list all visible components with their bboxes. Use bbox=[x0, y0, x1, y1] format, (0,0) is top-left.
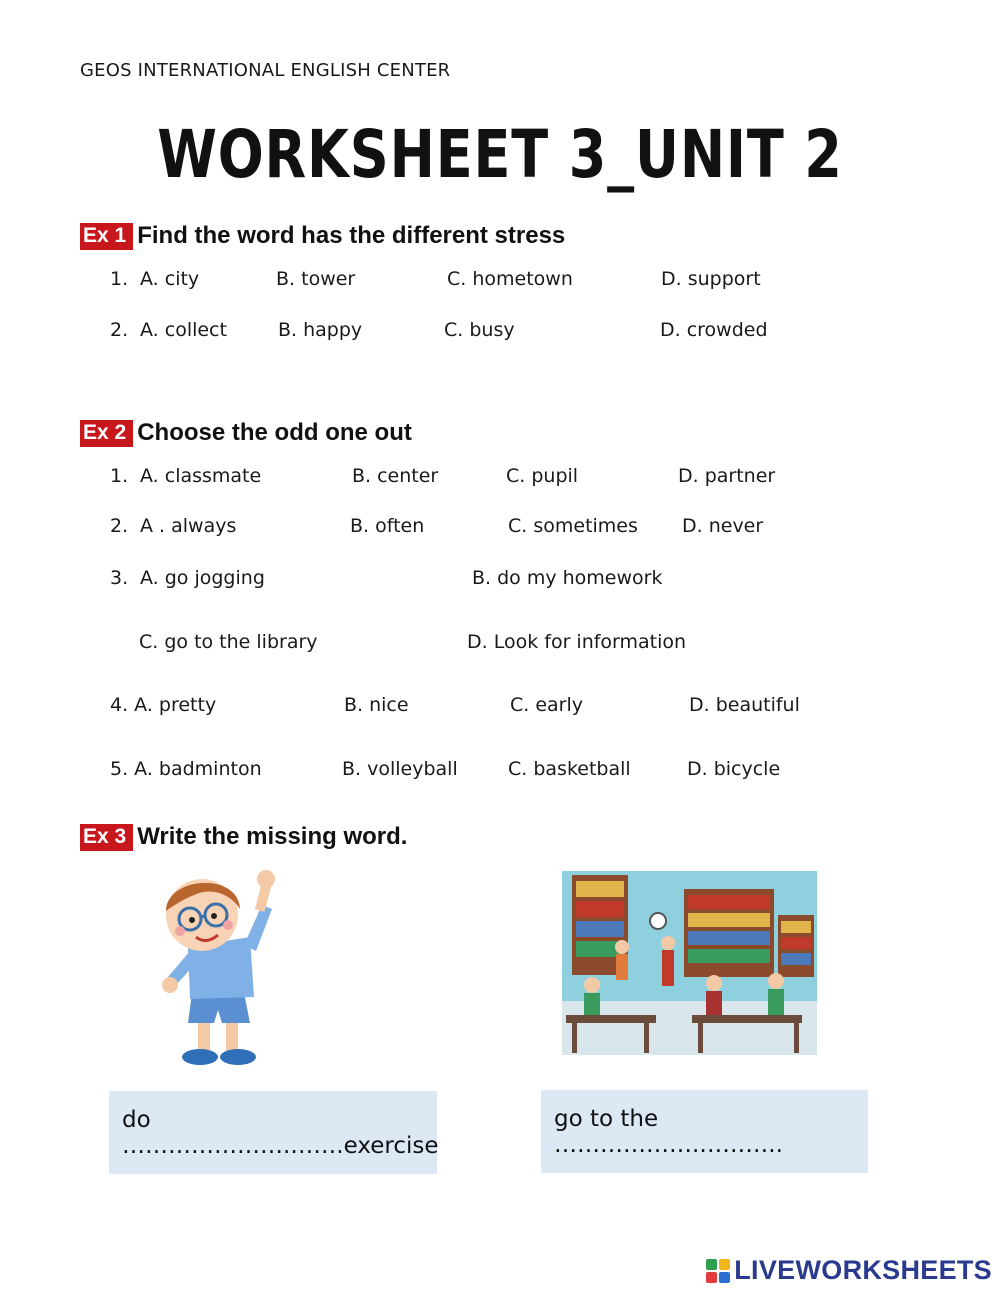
ex2-q3-option-d: D. Look for information bbox=[467, 631, 687, 653]
liveworksheets-text: LIVEWORKSHEETS bbox=[734, 1255, 992, 1285]
ex1-q1-number: 1. bbox=[110, 268, 129, 290]
answer-box-1[interactable] bbox=[109, 1091, 437, 1174]
ex2-q5-option-d: D. bicycle bbox=[687, 758, 781, 780]
liveworksheets-logo-icon bbox=[706, 1259, 730, 1283]
ex2-q1-option-a: A. classmate bbox=[140, 465, 262, 487]
ex2-q5-option-b: B. volleyball bbox=[342, 758, 458, 780]
ex1-q2-option-b: B. happy bbox=[278, 319, 363, 341]
ex2-q2-option-c: C. sometimes bbox=[508, 515, 638, 537]
ex2-heading bbox=[80, 419, 412, 447]
ex2-q2-option-b: B. often bbox=[350, 515, 425, 537]
ex1-q2-option-c: C. busy bbox=[444, 319, 515, 341]
ex1-q1-option-a: A. city bbox=[140, 268, 200, 290]
answer-box-2-text: go to the ……………….……….. bbox=[554, 1105, 783, 1158]
ex2-q1-option-c: C. pupil bbox=[506, 465, 579, 487]
ex2-q1-option-d: D. partner bbox=[678, 465, 776, 487]
ex3-tag: Ex 3 bbox=[80, 824, 133, 851]
ex1-q1-option-c: C. hometown bbox=[447, 268, 573, 290]
ex1-instruction: Find the word has the different stress bbox=[137, 222, 566, 249]
page-title: WORKSHEET 3_UNIT 2 bbox=[157, 116, 843, 193]
ex2-q3-option-b: B. do my homework bbox=[472, 567, 663, 589]
liveworksheets-watermark bbox=[706, 1255, 992, 1286]
ex3-instruction: Write the missing word. bbox=[137, 823, 408, 850]
ex2-q5-option-c: C. basketball bbox=[508, 758, 631, 780]
ex2-q2-option-a: A . always bbox=[140, 515, 237, 537]
ex2-q3-option-c: C. go to the library bbox=[139, 631, 318, 653]
ex2-q1-number: 1. bbox=[110, 465, 129, 487]
ex2-q4-option-a: 4. A. pretty bbox=[110, 694, 217, 716]
ex2-q3-number: 3. bbox=[110, 567, 129, 589]
ex2-q4-option-c: C. early bbox=[510, 694, 584, 716]
boy-exercising-image bbox=[140, 865, 290, 1070]
ex1-q2-option-a: A. collect bbox=[140, 319, 227, 341]
ex1-q2-option-d: D. crowded bbox=[660, 319, 768, 341]
ex1-q1-option-d: D. support bbox=[661, 268, 761, 290]
ex2-instruction: Choose the odd one out bbox=[137, 419, 412, 446]
ex2-q4-option-b: B. nice bbox=[344, 694, 409, 716]
ex2-q5-option-a: 5. A. badminton bbox=[110, 758, 262, 780]
ex3-heading bbox=[80, 823, 407, 851]
ex1-tag: Ex 1 bbox=[80, 223, 133, 250]
ex1-q2-number: 2. bbox=[110, 319, 129, 341]
ex2-q1-option-b: B. center bbox=[352, 465, 439, 487]
ex2-tag: Ex 2 bbox=[80, 420, 133, 447]
ex2-q2-number: 2. bbox=[110, 515, 129, 537]
ex1-q1-option-b: B. tower bbox=[276, 268, 356, 290]
center-name: GEOS INTERNATIONAL ENGLISH CENTER bbox=[80, 60, 451, 81]
ex1-heading bbox=[80, 222, 565, 250]
answer-box-2[interactable] bbox=[541, 1090, 868, 1173]
ex2-q3-option-a: A. go jogging bbox=[140, 567, 265, 589]
ex2-q2-option-d: D. never bbox=[682, 515, 764, 537]
library-image bbox=[562, 871, 817, 1055]
answer-box-1-text: do ………………….…….exercise bbox=[122, 1106, 439, 1159]
ex2-q4-option-d: D. beautiful bbox=[689, 694, 800, 716]
